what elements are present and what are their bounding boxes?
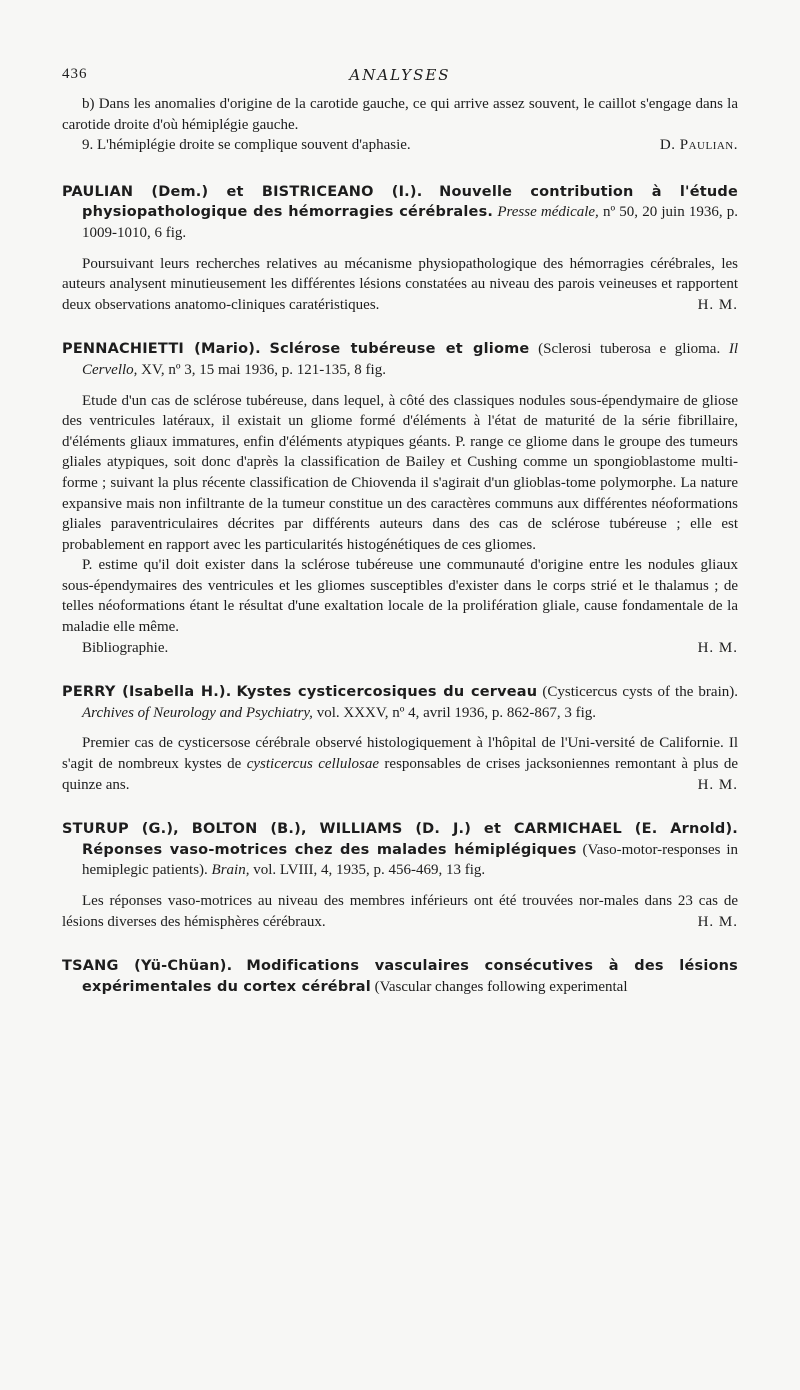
reference-entry [62, 819, 738, 881]
journal-name: Archives of Neurology and Psychiatry, [82, 704, 313, 721]
abstract: Etude d'un cas de sclérose tubéreuse, dans lequel, à côté des classiques nodules sous-épendymaire de gliose des ventricules latéraux, il existait un gliome formé d'éléments à l'état de maturité de la série fibrillaire, d'éléments gliaux immatures, enfin d'éléments atypiques géants. P. range ce gliome dans le groupe des tumeurs gliales atypiques, soit donc d'après la classification de Bailey et Cushing comme un spongioblastome multi-forme ; suivant la plus récente classification de Chiovenda il s'agirait d'un glioblas-tome polymorphe. La nature expansive mais non infiltrante de la tumeur constitue un des caractères communs aux différentes néoformations gliales paraventriculaires décrites par différents auteurs dans des cas de sclérose tubéreuse ; elle est probablement en rapport avec les particularités histogénétiques de ces gliomes. [62, 392, 738, 553]
journal-name: Brain, [211, 862, 250, 879]
signature: D. Paulian. [659, 137, 738, 154]
reference-entry [62, 682, 738, 723]
journal-name: Il Cervello, [82, 341, 739, 378]
reference-authors: STURUP (G.), BOLTON (B.), WILLIAMS (D. J.) et CARMICHAEL (E. Arnold). [62, 821, 738, 838]
reference-authors: PENNACHIETTI (Mario). [62, 341, 261, 358]
signature: H. M. [697, 639, 738, 656]
page [62, 66, 738, 997]
reference-details: nº 50, 20 juin 1936, p. 1009-1010, 6 fig. [82, 204, 739, 241]
page-header [62, 66, 738, 94]
original-title: (Cysticercus cysts of the brain). [542, 684, 738, 701]
intro-paragraph-2: 9. L'hémiplégie droite se complique souvent d'aphasie. D. Paulian. [62, 135, 738, 156]
abstract: Poursuivant leurs recherches relatives au mécanisme physiopathologique des hémorragies cérébrales, les auteurs analysent minutieusement les différentes lésions constatées au niveau des parois veineuses et rapportent deux observations anatomo-cliniques caratéristiques. H. M. [62, 254, 738, 316]
abstract: Premier cas de cysticersose cérébrale observé histologiquement à l'hôpital de l'Uni-versité de Californie. Il s'agit de nombreux kystes de cysticercus cellulosae responsables de crises jacksoniennes remontant à plus de quinze ans. H. M. [62, 733, 738, 795]
reference-details: vol. LVIII, 4, 1935, p. 456-469, 13 fig. [253, 862, 486, 879]
reference-details: XV, nº 3, 15 mai 1936, p. 121-135, 8 fig. [141, 361, 386, 378]
page-number: 436 [62, 66, 88, 82]
species-name: cysticercus cellulosae [246, 756, 380, 773]
reference-details: vol. XXXV, nº 4, avril 1936, p. 862-867, 3 fig. [316, 704, 597, 721]
reference-entry [62, 956, 738, 997]
signature: H. M. [697, 913, 738, 930]
reference-authors: TSANG (Yü-Chüan). [62, 958, 233, 975]
reference-entry [62, 182, 738, 244]
reference-authors: PERRY (Isabella H.). [62, 684, 232, 701]
reference-entry [62, 339, 738, 380]
reference-title: Sclérose tubéreuse et gliome [269, 341, 530, 358]
reference-title: Kystes cysticercosiques du cerveau [236, 684, 538, 701]
reference-title: Nouvelle contribution à l'étude physiopathologique des hémorragies cérébrales. [82, 183, 738, 221]
abstract: Les réponses vaso-motrices au niveau des membres inférieurs ont été trouvées nor-males dans 23 cas de lésions diverses des hémisphères cérébraux. H. M. [62, 891, 738, 932]
bibliography-note: Bibliographie. H. M. [62, 638, 738, 659]
abstract-continued: P. estime qu'il doit exister dans la sclérose tubéreuse une communauté d'origine entre les nodules gliaux sous-épendymaires des ventricules et les gliomes susceptibles d'exister dans le corps strié et le thalamus ; de telles néoformations étant le résultat d'une exaltation locale de la prolifération gliale, cause fondamentale de la maladie elle même. [62, 557, 738, 636]
journal-name: Presse médicale, [497, 204, 599, 221]
signature: H. M. [697, 296, 738, 313]
intro-paragraph: b) Dans les anomalies d'origine de la carotide gauche, ce qui arrive assez souvent, le caillot s'engage dans la carotide droite d'où hémiplégie gauche. [62, 96, 738, 133]
original-title: (Vaso-motor-responses in hemiplegic patients). [82, 841, 738, 879]
reference-authors: PAULIAN (Dem.) et BISTRICEANO (I.). [62, 183, 423, 200]
original-title: (Vascular changes following experimental [374, 978, 628, 995]
running-title: ANALYSES [349, 66, 451, 84]
reference-title: Réponses vaso-motrices chez des malades hémiplégiques [82, 841, 577, 858]
signature: H. M. [697, 776, 738, 793]
original-title: (Sclerosi tuberosa e glioma. [538, 341, 721, 358]
reference-title: Modifications vasculaires consécutives à des lésions expérimentales du cortex cérébral [82, 958, 739, 995]
